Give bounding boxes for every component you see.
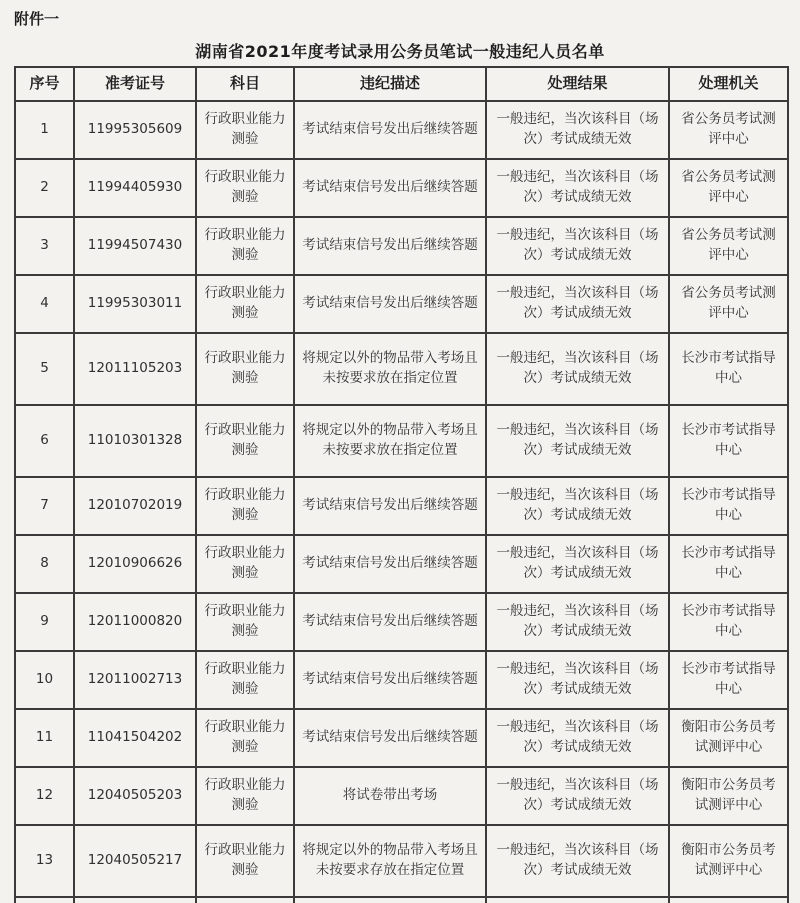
cell-authority: 衡阳市公务员考试测评中心 [669, 767, 788, 825]
cell-result: 一般违纪，当次该科目（场次）考试成绩无效 [486, 477, 669, 535]
column-header-ticket: 准考证号 [74, 67, 196, 101]
table-row [15, 405, 788, 477]
cell-violation: 考试结束信号发出后继续答题 [294, 275, 486, 333]
cell-authority: 省公务员考试测评中心 [669, 275, 788, 333]
cell-result: 一般违纪，当次该科目（场次）考试成绩无效 [486, 217, 669, 275]
column-header-seq: 序号 [15, 67, 74, 101]
cell-ticket: 12010702019 [74, 477, 196, 535]
cell-result: 一般违纪，当次该科目（场次）考试成绩无效 [486, 333, 669, 405]
table-row [15, 593, 788, 651]
cell-ticket: 11994507430 [74, 217, 196, 275]
cell-authority: 省公务员考试测评中心 [669, 159, 788, 217]
cell-violation: 将规定以外的物品带入考场且未按要求放在指定位置 [294, 405, 486, 477]
cell-violation: 将规定以外的物品带入考场且未按要求存放在指定位置 [294, 825, 486, 897]
attachment-label: 附件一 [14, 10, 60, 28]
cell-seq: 10 [15, 651, 74, 709]
cell-empty [294, 897, 486, 903]
cell-violation: 考试结束信号发出后继续答题 [294, 101, 486, 159]
cell-ticket: 11041504202 [74, 709, 196, 767]
table-header-row [15, 67, 788, 101]
cell-result: 一般违纪，当次该科目（场次）考试成绩无效 [486, 535, 669, 593]
column-header-violation: 违纪描述 [294, 67, 486, 101]
cell-subject: 行政职业能力测验 [196, 767, 294, 825]
cell-violation: 考试结束信号发出后继续答题 [294, 651, 486, 709]
cell-authority: 长沙市考试指导中心 [669, 593, 788, 651]
cell-subject: 行政职业能力测验 [196, 593, 294, 651]
cell-result: 一般违纪，当次该科目（场次）考试成绩无效 [486, 651, 669, 709]
cell-subject: 行政职业能力测验 [196, 159, 294, 217]
cell-ticket: 11994405930 [74, 159, 196, 217]
cell-ticket: 12011000820 [74, 593, 196, 651]
cell-ticket: 12011105203 [74, 333, 196, 405]
cell-violation: 将规定以外的物品带入考场且未按要求放在指定位置 [294, 333, 486, 405]
column-header-result: 处理结果 [486, 67, 669, 101]
cell-subject: 行政职业能力测验 [196, 709, 294, 767]
table-row [15, 159, 788, 217]
cell-seq: 5 [15, 333, 74, 405]
cell-violation: 考试结束信号发出后继续答题 [294, 159, 486, 217]
cell-seq: 3 [15, 217, 74, 275]
cell-ticket: 12040505217 [74, 825, 196, 897]
cell-authority: 衡阳市公务员考试测评中心 [669, 825, 788, 897]
cell-authority: 长沙市考试指导中心 [669, 405, 788, 477]
cell-result: 一般违纪，当次该科目（场次）考试成绩无效 [486, 101, 669, 159]
table-row [15, 709, 788, 767]
cell-seq: 2 [15, 159, 74, 217]
cell-result: 一般违纪，当次该科目（场次）考试成绩无效 [486, 405, 669, 477]
cell-empty [15, 897, 74, 903]
cell-violation: 将试卷带出考场 [294, 767, 486, 825]
cell-empty [74, 897, 196, 903]
column-header-authority: 处理机关 [669, 67, 788, 101]
table-row [15, 535, 788, 593]
cell-violation: 考试结束信号发出后继续答题 [294, 709, 486, 767]
cell-subject: 行政职业能力测验 [196, 101, 294, 159]
cell-authority: 长沙市考试指导中心 [669, 477, 788, 535]
cell-seq: 1 [15, 101, 74, 159]
cell-result: 一般违纪，当次该科目（场次）考试成绩无效 [486, 767, 669, 825]
page-title: 湖南省2021年度考试录用公务员笔试一般违纪人员名单 [195, 42, 605, 61]
table-row [15, 101, 788, 159]
cell-seq: 6 [15, 405, 74, 477]
cell-authority: 长沙市考试指导中心 [669, 651, 788, 709]
cell-subject: 行政职业能力测验 [196, 535, 294, 593]
cell-seq: 13 [15, 825, 74, 897]
cell-authority: 省公务员考试测评中心 [669, 217, 788, 275]
table-row [15, 767, 788, 825]
cell-ticket: 12040505203 [74, 767, 196, 825]
table-row [15, 825, 788, 897]
table-row [15, 275, 788, 333]
cell-subject: 行政职业能力测验 [196, 405, 294, 477]
cell-ticket: 11010301328 [74, 405, 196, 477]
table-row [15, 651, 788, 709]
cell-seq: 7 [15, 477, 74, 535]
cell-subject: 行政职业能力测验 [196, 651, 294, 709]
cell-seq: 9 [15, 593, 74, 651]
cell-ticket: 11995303011 [74, 275, 196, 333]
cell-empty [196, 897, 294, 903]
table-row [15, 217, 788, 275]
cell-ticket: 12011002713 [74, 651, 196, 709]
cell-violation: 考试结束信号发出后继续答题 [294, 535, 486, 593]
cell-authority: 衡阳市公务员考试测评中心 [669, 709, 788, 767]
cell-result: 一般违纪，当次该科目（场次）考试成绩无效 [486, 275, 669, 333]
violation-table [14, 66, 789, 903]
cell-seq: 8 [15, 535, 74, 593]
table-row [15, 477, 788, 535]
cell-seq: 12 [15, 767, 74, 825]
cell-subject: 行政职业能力测验 [196, 477, 294, 535]
cell-empty [669, 897, 788, 903]
cell-ticket: 12010906626 [74, 535, 196, 593]
cell-subject: 行政职业能力测验 [196, 333, 294, 405]
cell-ticket: 11995305609 [74, 101, 196, 159]
cell-result: 一般违纪，当次该科目（场次）考试成绩无效 [486, 159, 669, 217]
cell-subject: 行政职业能力测验 [196, 275, 294, 333]
cell-subject: 行政职业能力测验 [196, 825, 294, 897]
cell-seq: 11 [15, 709, 74, 767]
cell-violation: 考试结束信号发出后继续答题 [294, 593, 486, 651]
cell-violation: 考试结束信号发出后继续答题 [294, 477, 486, 535]
cell-result: 一般违纪，当次该科目（场次）考试成绩无效 [486, 825, 669, 897]
cell-seq: 4 [15, 275, 74, 333]
cell-result: 一般违纪，当次该科目（场次）考试成绩无效 [486, 709, 669, 767]
table-row-partial [15, 897, 788, 903]
cell-empty [486, 897, 669, 903]
cell-subject: 行政职业能力测验 [196, 217, 294, 275]
table-row [15, 333, 788, 405]
cell-authority: 长沙市考试指导中心 [669, 535, 788, 593]
cell-result: 一般违纪，当次该科目（场次）考试成绩无效 [486, 593, 669, 651]
cell-violation: 考试结束信号发出后继续答题 [294, 217, 486, 275]
cell-authority: 省公务员考试测评中心 [669, 101, 788, 159]
column-header-subject: 科目 [196, 67, 294, 101]
cell-authority: 长沙市考试指导中心 [669, 333, 788, 405]
